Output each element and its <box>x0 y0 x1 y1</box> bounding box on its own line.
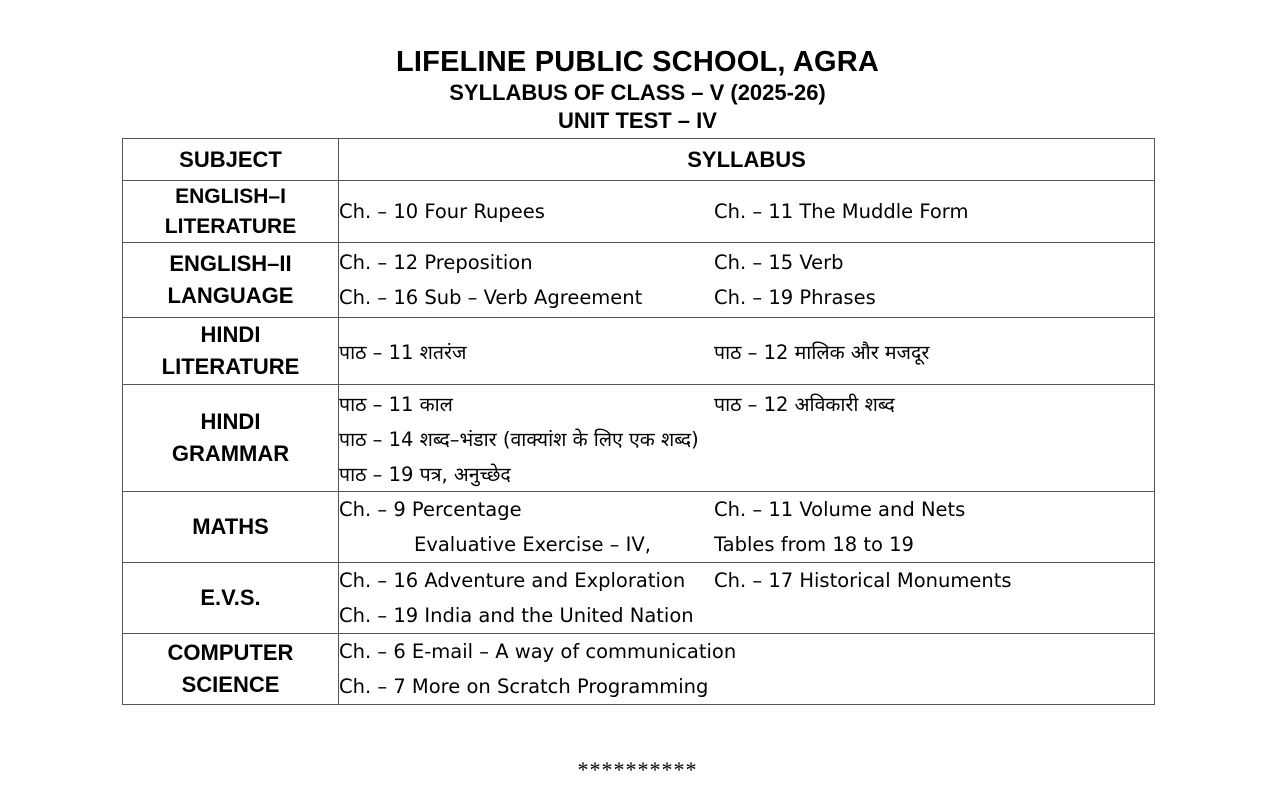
syllabus-cell <box>339 243 1155 318</box>
subject-name: E.V.S. <box>200 585 261 610</box>
syllabus-item: Ch. – 9 Percentage <box>339 498 522 521</box>
document-header <box>0 45 1275 135</box>
syllabus-item: Ch. – 10 Four Rupees <box>339 200 545 223</box>
column-header-syllabus: SYLLABUS <box>339 139 1155 181</box>
syllabus-cell <box>339 492 1155 563</box>
syllabus-cell <box>339 634 1155 705</box>
table-row <box>123 181 1155 243</box>
syllabus-item: Ch. – 16 Adventure and Exploration <box>339 569 686 592</box>
syllabus-item: Ch. – 7 More on Scratch Programming <box>339 675 709 698</box>
syllabus-item: Ch. – 12 Preposition <box>339 251 533 274</box>
syllabus-line <box>339 280 1154 315</box>
subject-name: LANGUAGE <box>167 283 294 308</box>
syllabus-line <box>339 598 1154 633</box>
subject-cell <box>123 181 339 243</box>
syllabus-line <box>339 669 1154 704</box>
test-title: UNIT TEST – IV <box>558 108 717 133</box>
syllabus-item: पाठ – 12 अविकारी शब्द <box>714 392 895 416</box>
syllabus-line <box>339 334 1154 369</box>
class-title: SYLLABUS OF CLASS – V (2025-26) <box>449 80 826 105</box>
syllabus-item: पाठ – 11 शतरंज <box>339 340 467 364</box>
table-header-row <box>123 139 1155 181</box>
syllabus-line <box>339 245 1154 280</box>
syllabus-line <box>339 194 1154 229</box>
syllabus-cell <box>339 318 1155 385</box>
subject-name: GRAMMAR <box>171 441 290 466</box>
syllabus-item: Ch. – 15 Verb <box>714 251 844 274</box>
subject-name: MATHS <box>192 514 269 539</box>
syllabus-item: Evaluative Exercise – IV, <box>414 533 651 556</box>
subject-cell <box>123 385 339 492</box>
end-separator: ********** <box>577 757 698 782</box>
syllabus-cell <box>339 385 1155 492</box>
syllabus-line <box>339 492 1154 527</box>
syllabus-line <box>339 563 1154 598</box>
table-row <box>123 385 1155 492</box>
syllabus-item: Ch. – 19 Phrases <box>714 286 876 309</box>
subject-name: HINDI <box>200 409 261 434</box>
syllabus-cell <box>339 181 1155 243</box>
syllabus-line <box>339 421 1154 456</box>
subject-cell <box>123 243 339 318</box>
subject-name: HINDI <box>200 322 261 347</box>
syllabus-item: Ch. – 16 Sub – Verb Agreement <box>339 286 643 309</box>
syllabus-table <box>122 138 1155 705</box>
syllabus-item: पाठ – 12 मालिक और मजदूर <box>714 340 930 364</box>
school-name: LIFELINE PUBLIC SCHOOL, AGRA <box>395 46 880 78</box>
syllabus-line <box>339 634 1154 669</box>
subject-cell <box>123 563 339 634</box>
subject-name: ENGLISH–II <box>169 251 292 276</box>
subject-name: SCIENCE <box>181 672 280 697</box>
syllabus-item: Tables from 18 to 19 <box>714 533 914 556</box>
syllabus-item: Ch. – 19 India and the United Nation <box>339 604 694 627</box>
syllabus-item: Ch. – 17 Historical Monuments <box>714 569 1012 592</box>
table-row <box>123 563 1155 634</box>
syllabus-item: पाठ – 19 पत्र, अनुच्छेद <box>339 462 511 486</box>
subject-cell <box>123 492 339 563</box>
syllabus-line <box>339 527 1154 562</box>
syllabus-item: पाठ – 11 काल <box>339 392 453 416</box>
table-row <box>123 243 1155 318</box>
subject-name: COMPUTER <box>167 640 294 665</box>
subject-name: LITERATURE <box>161 354 300 379</box>
subject-name: ENGLISH–I <box>175 184 286 208</box>
syllabus-item: Ch. – 11 Volume and Nets <box>714 498 966 521</box>
subject-cell <box>123 318 339 385</box>
syllabus-cell <box>339 563 1155 634</box>
subject-cell <box>123 634 339 705</box>
table-row <box>123 318 1155 385</box>
table-row <box>123 492 1155 563</box>
syllabus-line <box>339 456 1154 491</box>
syllabus-item: Ch. – 11 The Muddle Form <box>714 200 969 223</box>
table-row <box>123 634 1155 705</box>
syllabus-line <box>339 386 1154 421</box>
syllabus-item: Ch. – 6 E-mail – A way of communication <box>339 640 737 663</box>
syllabus-item: पाठ – 14 शब्द–भंडार (वाक्यांश के लिए एक शब्द) <box>339 427 699 451</box>
column-header-subject: SUBJECT <box>123 139 339 181</box>
subject-name: LITERATURE <box>164 214 297 238</box>
